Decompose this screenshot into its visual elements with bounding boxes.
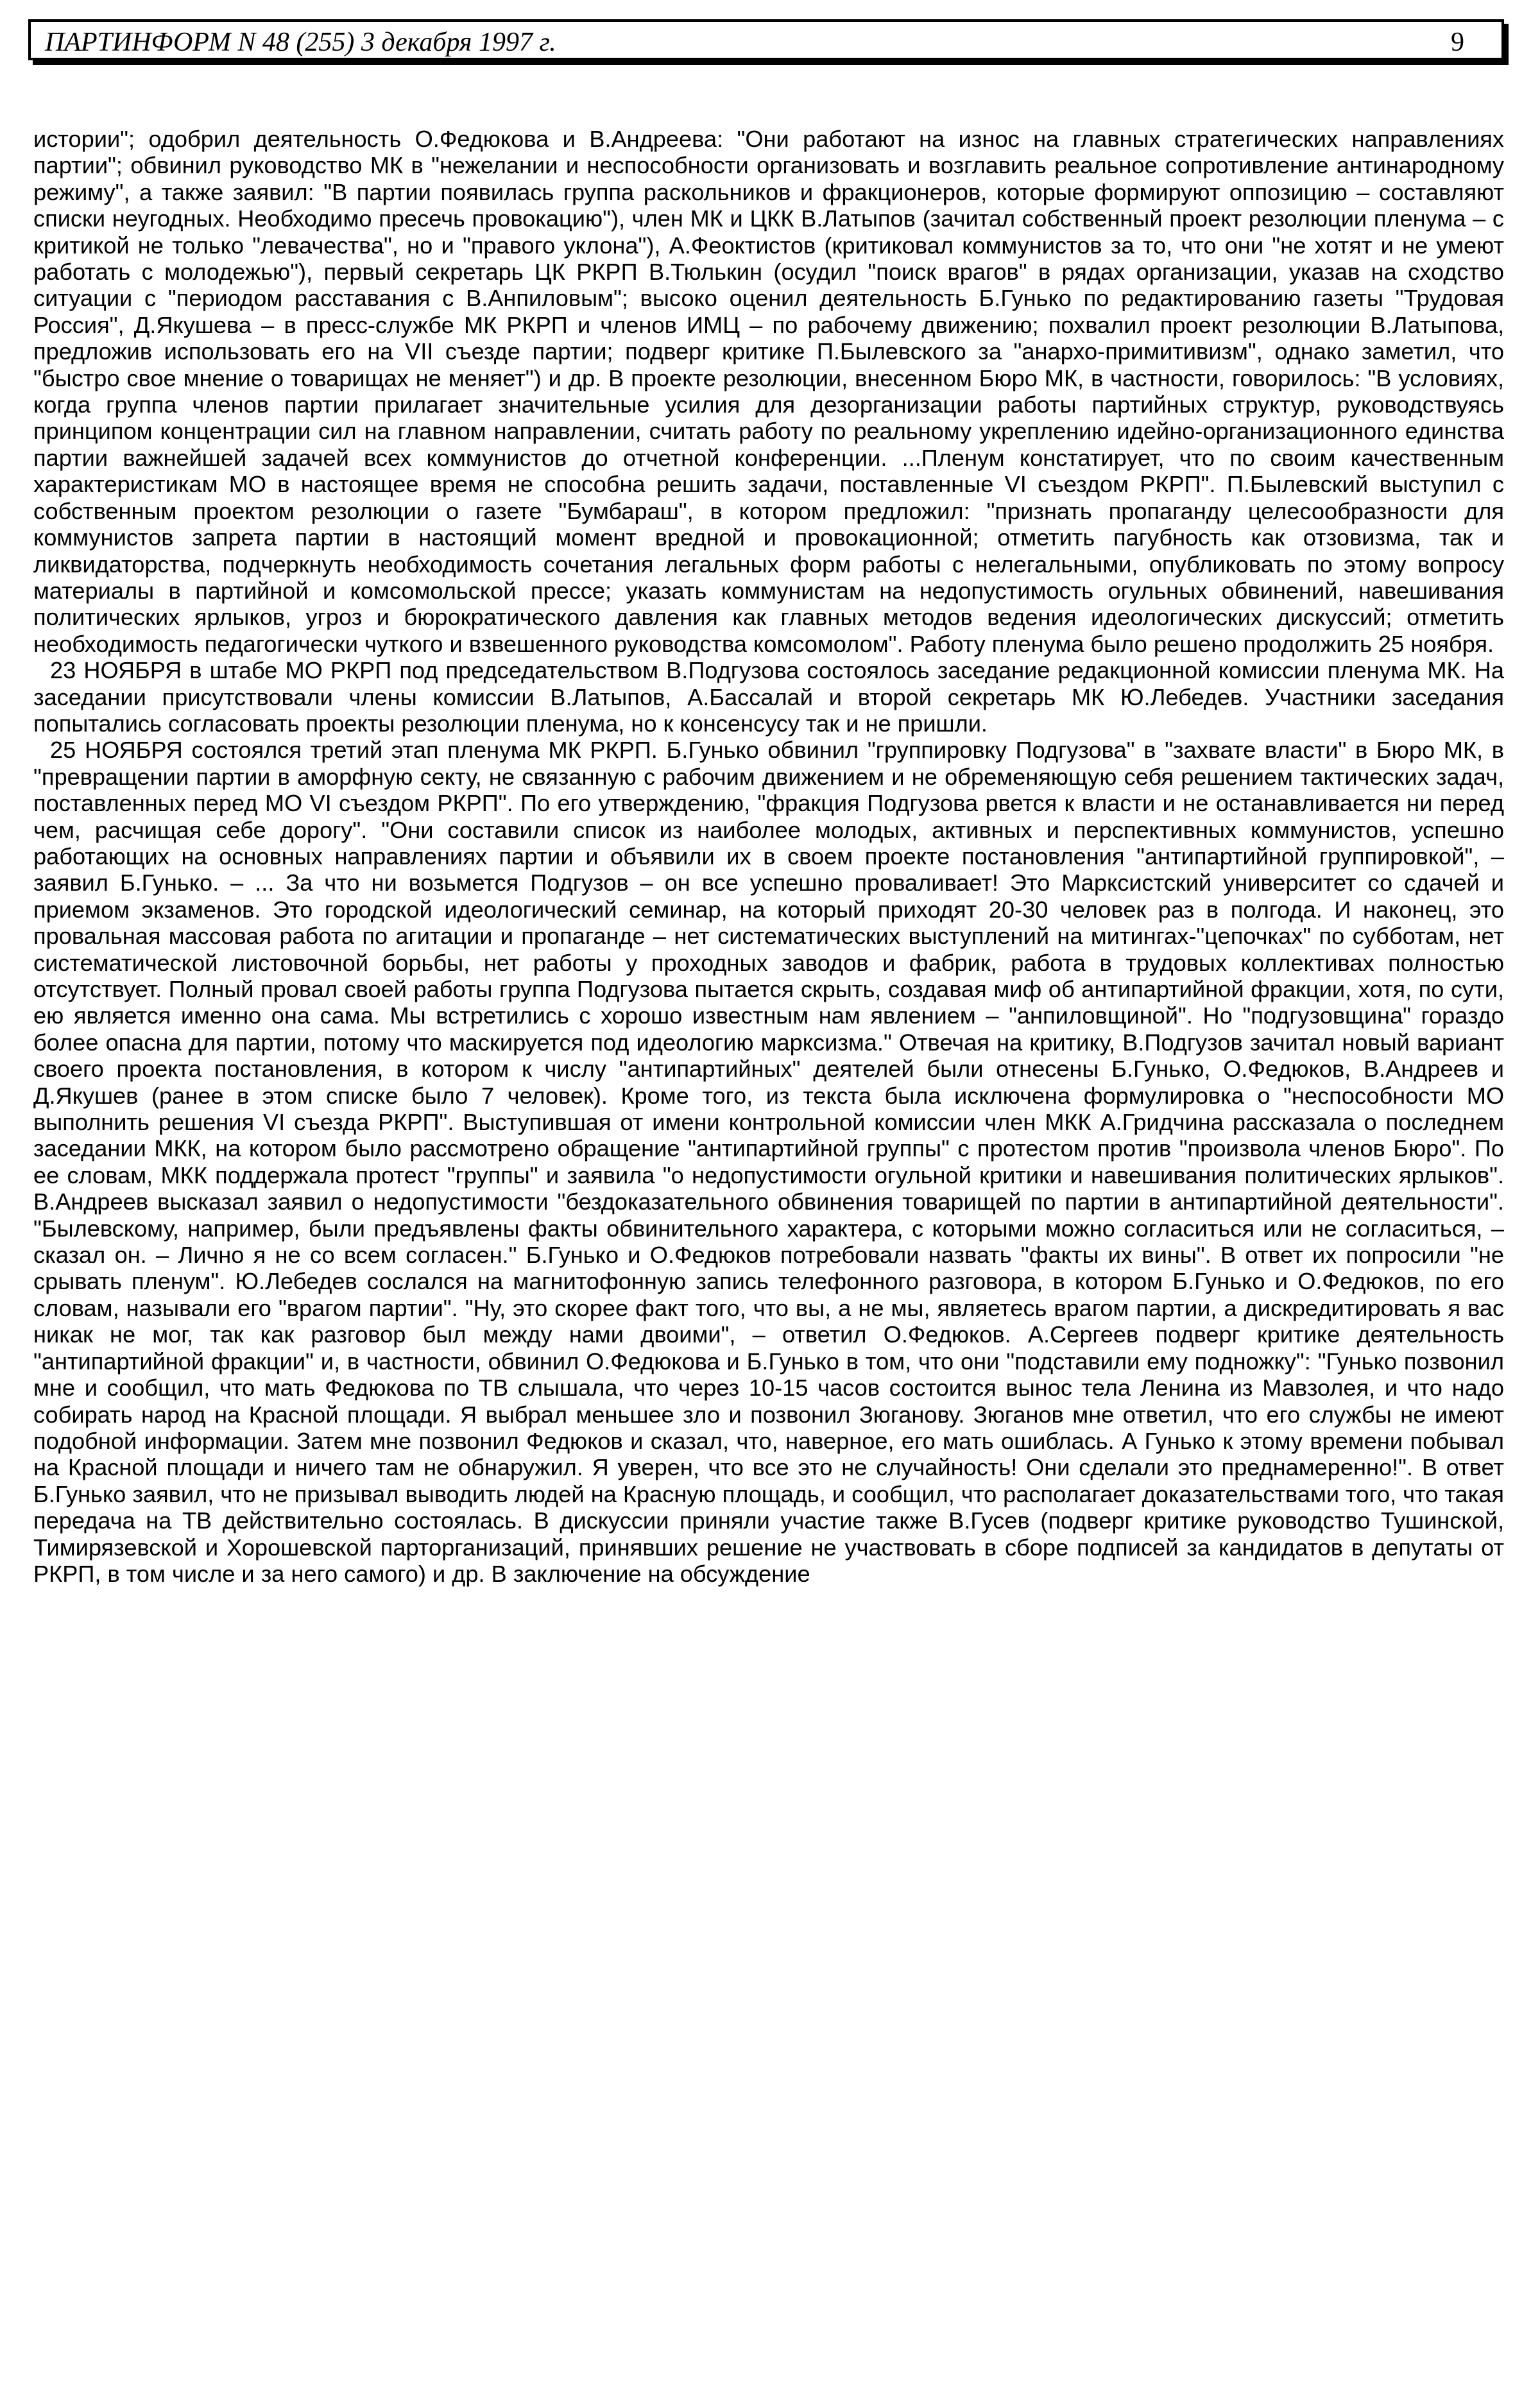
publication-title: ПАРТИНФОРМ N 48 (255) 3 декабря 1997 г. [45,28,556,57]
paragraph-continuation: истории"; одобрил деятельность О.Федюкова и В.Андреева: "Они работают на износ на главных стратегических направлениях партии"; обвинил руководство МК в "нежелании и неспособности организовать и возглавить реальное сопротивление антинародному режиму", а также заявил: "В партии появилась группа раскольников и фракционеров, которые формируют оппозицию – составляют списки неугодных. Необходимо пресечь провокацию"), член МК и ЦКК В.Латыпов (зачитал собственный проект резолюции пленума – с критикой не только "левачества", но и "правого уклона"), А.Феоктистов (критиковал коммунистов за то, что они "не хотят и не умеют работать с молодежью"), первый секретарь ЦК РКРП В.Тюлькин (осудил "поиск врагов" в рядах организации, указав на сходство ситуации с "периодом расставания с В.Анпиловым"; высоко оценил деятельность Б.Гунько по редактированию газеты "Трудовая Россия", Д.Якушева – в пресс-службе МК РКРП и членов ИМЦ – по рабочему движению; похвалил проект резолюции В.Латыпова, предложив использовать его на VII съезде партии; подверг критике П.Былевского за "анархо-примитивизм", однако заметил, что "быстро свое мнение о товарищах не меняет") и др. В проекте резолюции, внесенном Бюро МК, в частности, говорилось: "В условиях, когда группа членов партии прилагает значительные усилия для дезорганизации работы партийных структур, руководствуясь принципом концентрации сил на главном направлении, считать работу по реальному укреплению идейно-организационного единства партии важнейшей задачей всех коммунистов до отчетной конференции. ...Пленум констатирует, что по своим качественным характеристикам МО в настоящее время не способна решить задачи, поставленные VI съездом РКРП". П.Былевский выступил с собственным проектом резолюции о газете "Бумбараш", в котором предложил: "признать пропаганду целесообразности для коммунистов запрета партии в настоящий момент вредной и провокационной; отметить пагубность как отзовизма, так и ликвидаторства, подчеркнуть необходимость сочетания легальных форм работы с нелегальными, опубликовать по этому вопросу материалы в партийной и комсомольской прессе; указать коммунистам на недопустимость огульных обвинений, навешивания политических ярлыков, угроз и бюрократического давления как главных методов ведения идеологических дискуссий; отметить необходимость педагогически чуткого и взвешенного руководства комсомолом". Работу пленума было решено продолжить 25 ноября. [33,126,1504,657]
paragraph-nov-25: 25 НОЯБРЯ состоялся третий этап пленума МК РКРП. Б.Гунько обвинил "группировку Подгузова" в "захвате власти" в Бюро МК, в "превращении партии в аморфную секту, не связанную с рабочим движением и не обременяющую себя решением тактических задач, поставленных перед МО VI съездом РКРП". По его утверждению, "фракция Подгузова рвется к власти и не останавливается ни перед чем, расчищая себе дорогу". "Они составили список из наиболее молодых, активных и перспективных коммунистов, успешно работающих на основных направлениях партии и объявили их в своем проекте постановления "антипартийной группировкой", – заявил Б.Гунько. – ... За что ни возьмется Подгузов – он все успешно проваливает! Это Марксистский университет со сдачей и приемом экзаменов. Это городской идеологический семинар, на который приходят 20-30 человек раз в полгода. И наконец, это провальная массовая работа по агитации и пропаганде – нет систематических выступлений на митингах-"цепочках" по субботам, нет систематической листовочной борьбы, нет работы у проходных заводов и фабрик, работа в трудовых коллективах полностью отсутствует. Полный провал своей работы группа Подгузова пытается скрыть, создавая миф об антипартийной фракции, хотя, по сути, ею является именно она сама. Мы встретились с хорошо известным нам явлением – "анпиловщиной". Но "подгузовщина" гораздо более опасна для партии, потому что маскируется под идеологию марксизма." Отвечая на критику, В.Подгузов зачитал новый вариант своего проекта постановления, в котором к числу "антипартийных" деятелей были отнесены Б.Гунько, О.Федюков, В.Андреев и Д.Якушев (ранее в этом списке было 7 человек). Кроме того, из текста была исключена формулировка о "неспособности МО выполнить решения VI съезда РКРП". Выступившая от имени контрольной комиссии член МКК А.Гридчина рассказала о последнем заседании МКК, на котором было рассмотрено обращение "антипартийной группы" с протестом против "произвола членов Бюро". По ее словам, МКК поддержала протест "группы" и заявила "о недопустимости огульной критики и навешивания политических ярлыков". В.Андреев высказал заявил о недопустимости "бездоказательного обвинения товарищей по партии в антипартийной деятельности". "Былевскому, например, были предъявлены факты обвинительного характера, с которыми можно согласиться или не согласиться, – сказал он. – Лично я не со всем согласен." Б.Гунько и О.Федюков потребовали назвать "факты их вины". В ответ их попросили "не срывать пленум". Ю.Лебедев сослался на магнитофонную запись телефонного разговора, в котором Б.Гунько и О.Федюков, по его словам, называли его "врагом партии". "Ну, это скорее факт того, что вы, а не мы, являетесь врагом партии, а дискредитировать я вас никак не мог, так как разговор был между нами двоими", – ответил О.Федюков. А.Сергеев подверг критике деятельность "антипартийной фракции" и, в частности, обвинил О.Федюкова и Б.Гунько в том, что они "подставили ему подножку": "Гунько позвонил мне и сообщил, что мать Федюкова по ТВ слышала, что через 10-15 часов состоится вынос тела Ленина из Мавзолея, и что надо собирать народ на Красной площади. Я выбрал меньшее зло и позвонил Зюганову. Зюганов мне ответил, что его службы не имеют подобной информации. Затем мне позвонил Федюков и сказал, что, наверное, его мать ошиблась. А Гунько к этому времени побывал на Красной площади и ничего там не обнаружил. Я уверен, что все это не случайность! Они сделали это преднамеренно!". В ответ Б.Гунько заявил, что не призывал выводить людей на Красную площадь, и сообщил, что располагает доказательствами того, что такая передача на ТВ действительно состоялась. В дискуссии приняли участие также В.Гусев (подверг критике руководство Тушинской, Тимирязевской и Хорошевской парторганизаций, принявших решение не участвовать в сборе подписей за кандидатов в депутаты от РКРП, в том числе и за него самого) и др. В заключение на обсуждение [33,737,1504,1587]
page-header [28,19,1504,60]
article-body [33,126,1504,1587]
page-number: 9 [1451,28,1464,57]
paragraph-nov-23: 23 НОЯБРЯ в штабе МО РКРП под председательством В.Подгузова состоялось заседание редакционной комиссии пленума МК. На заседании присутствовали члены комиссии В.Латыпов, А.Бассалай и второй секретарь МК Ю.Лебедев. Участники заседания попытались согласовать проекты резолюции пленума, но к консенсусу так и не пришли. [33,657,1504,737]
